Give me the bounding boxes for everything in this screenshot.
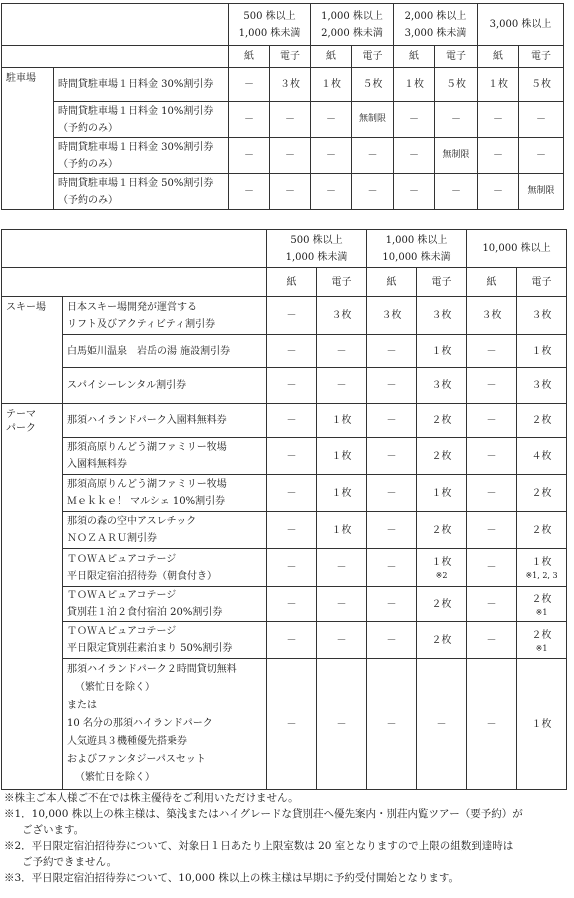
cell: － [478,174,519,210]
cell: － [229,102,270,138]
electronic-header: 電子 [519,46,564,68]
cell: － [311,102,352,138]
paper-header: 紙 [367,268,417,297]
cell: － [435,102,478,138]
benefit-name: 時間貸駐車場１日料金 30%割引券 （予約のみ） [54,138,229,174]
cell: ４枚 [517,438,567,475]
cell: 無制限 [352,102,394,138]
benefit-name: 那須ハイランドパーク入園料無料券 [63,404,267,438]
cell: － [467,475,517,512]
group-header: 1,000 株以上 10,000 株未満 [367,230,467,268]
cell: － [317,335,367,368]
cell: － [519,102,564,138]
cell: － [367,659,417,790]
cell: － [467,404,517,438]
cell: － [367,335,417,368]
cell: － [317,622,367,659]
cell: － [367,404,417,438]
parking-benefit-table [1,3,564,210]
cell: １枚 [394,68,435,102]
category-parking: 駐車場 [2,68,54,210]
paper-header: 紙 [229,46,270,68]
cell: ２枚 [517,512,567,549]
footnote-ref: ※1, 2, 3 [525,571,558,580]
cell: １枚 ※2 [417,549,467,587]
footnote-ref: ※2 [435,571,448,580]
cell: － [394,102,435,138]
cell: － [435,174,478,210]
benefit-name: 日本スキー場開発が運営する リフト及びアクティビティ割引券 [63,297,267,335]
cell: １枚 [478,68,519,102]
cell: － [229,174,270,210]
group-header: 500 株以上 1,000 株未満 [267,230,367,268]
electronic-header: 電子 [417,268,467,297]
paper-header: 紙 [478,46,519,68]
cell: － [519,138,564,174]
footnote: ※株主ご本人様ご不在では株主優待をご利用いただけません。 [4,792,299,804]
benefit-name: 那須ハイランドパーク２時間貸切無料 （繁忙日を除く） または 10 名分の那須ハイランドパーク 人気遊具３機種優先搭乗券 およびファンタジーパスセット （繁忙日を除く） [63,659,267,790]
footnotes [4,790,570,886]
benefit-name: 時間貸駐車場１日料金 10%割引券 （予約のみ） [54,102,229,138]
cell: １枚 [311,68,352,102]
cell: － [467,368,517,404]
cell: － [317,549,367,587]
cell: １枚 [517,335,567,368]
cell: － [467,549,517,587]
benefit-name: 時間貸駐車場１日料金 30%割引券 [54,68,229,102]
cell: － [267,475,317,512]
cell: － [311,174,352,210]
electronic-header: 電子 [270,46,311,68]
cell: － [352,138,394,174]
cell: － [267,587,317,622]
cell: ３枚 [517,297,567,335]
cell: － [317,659,367,790]
cell: － [267,549,317,587]
cell: １枚 [517,659,567,790]
cell: － [317,587,367,622]
group-header: 500 株以上 1,000 株未満 [229,4,311,46]
cell: ２枚 [417,404,467,438]
cell: － [270,138,311,174]
leisure-benefit-table [1,229,567,790]
footnote-ref: ※1 [535,643,548,653]
cell: － [367,549,417,587]
cell: － [267,335,317,368]
cell: － [267,297,317,335]
header-blank [2,230,267,268]
benefit-name: 時間貸駐車場１日料金 50%割引券 （予約のみ） [54,174,229,210]
cell: 無制限 [519,174,564,210]
cell: － [467,512,517,549]
cell: ５枚 [519,68,564,102]
cell: ３枚 [317,297,367,335]
cell: － [367,438,417,475]
group-header: 10,000 株以上 [467,230,567,268]
paper-header: 紙 [311,46,352,68]
cell: － [267,368,317,404]
cell: １枚 [317,404,367,438]
cell: － [367,475,417,512]
cell: １枚 [417,475,467,512]
benefit-name: ＴＯＷＡピュアコテージ 平日限定貸別荘素泊まり 50%割引券 [63,622,267,659]
footnote: ※1．10,000 株以上の株主様は、築浅またはハイグレードな貸別荘へ優先案内・別荘内覧ツアー（要予約）が [4,808,523,820]
electronic-header: 電子 [352,46,394,68]
cell: － [270,174,311,210]
cell: ５枚 [435,68,478,102]
cell: － [229,68,270,102]
cell: － [267,659,317,790]
header-blank [2,46,229,68]
cell: ５枚 [352,68,394,102]
benefit-name: スパイシーレンタル割引券 [63,368,267,404]
cell: － [267,512,317,549]
cell: ２枚 [417,438,467,475]
cell: － [467,622,517,659]
cell: － [467,335,517,368]
group-header: 1,000 株以上 2,000 株未満 [311,4,394,46]
cell: ２枚 ※1 [517,587,567,622]
cell: ３枚 [467,297,517,335]
cell: － [229,138,270,174]
electronic-header: 電子 [317,268,367,297]
cell: １枚 [317,438,367,475]
cell: ３枚 [270,68,311,102]
footnote: ※3．平日限定宿泊招待券について、10,000 株以上の株主様は早期に予約受付開始となります。 [4,872,459,884]
cell: ２枚 [417,587,467,622]
benefit-name: ＴＯＷＡピュアコテージ 平日限定宿泊招待券（朝食付き） [63,549,267,587]
cell: － [478,138,519,174]
cell: － [367,622,417,659]
benefit-name: 那須高原りんどう湖ファミリー牧場 Ｍｅｋｋｅ！ マルシェ 10%割引券 [63,475,267,512]
cell: － [352,174,394,210]
cell: ２枚 [417,622,467,659]
footnote: ※2．平日限定宿泊招待券について、対象日１日あたり上限室数は 20 室となりますので上限の組数到達時は [4,840,514,852]
cell: ２枚 [417,512,467,549]
cell: － [467,438,517,475]
cell: － [317,368,367,404]
cell: １枚 [317,475,367,512]
benefit-name: ＴＯＷＡピュアコテージ 貸別荘１泊２食付宿泊 20%割引券 [63,587,267,622]
cell: １枚 [317,512,367,549]
category-theme-park: テーマ パーク [2,404,63,790]
cell: － [467,659,517,790]
header-blank [2,268,267,297]
cell: ３枚 [517,368,567,404]
electronic-header: 電子 [435,46,478,68]
category-ski: スキー場 [2,297,63,404]
cell: ３枚 [417,297,467,335]
cell: － [367,587,417,622]
cell: － [311,138,352,174]
cell: － [417,659,467,790]
benefit-name: 白馬姫川温泉 岩岳の湯 施設割引券 [63,335,267,368]
paper-header: 紙 [267,268,317,297]
cell: － [367,368,417,404]
cell: ２枚 [517,404,567,438]
cell: １枚 [417,335,467,368]
benefit-name: 那須高原りんどう湖ファミリー牧場 入園料無料券 [63,438,267,475]
header-blank [2,4,229,46]
cell: － [267,438,317,475]
cell: 無制限 [435,138,478,174]
benefit-name: 那須の森の空中アスレチック ＮＯＺＡＲＵ割引券 [63,512,267,549]
group-header: 3,000 株以上 [478,4,564,46]
cell: － [270,102,311,138]
paper-header: 紙 [467,268,517,297]
electronic-header: 電子 [517,268,567,297]
cell: － [394,138,435,174]
cell: ３枚 [367,297,417,335]
footnote: ございます。 [22,824,85,836]
cell: ２枚 [517,475,567,512]
cell: － [467,587,517,622]
cell: １枚 ※1, 2, 3 [517,549,567,587]
footnote-ref: ※1 [535,607,548,617]
cell: － [267,622,317,659]
cell: － [478,102,519,138]
cell: － [394,174,435,210]
cell: ２枚 ※1 [517,622,567,659]
cell: ３枚 [417,368,467,404]
group-header: 2,000 株以上 3,000 株未満 [394,4,478,46]
cell: － [267,404,317,438]
footnote: ご予約できません。 [22,856,118,868]
paper-header: 紙 [394,46,435,68]
cell: － [367,512,417,549]
